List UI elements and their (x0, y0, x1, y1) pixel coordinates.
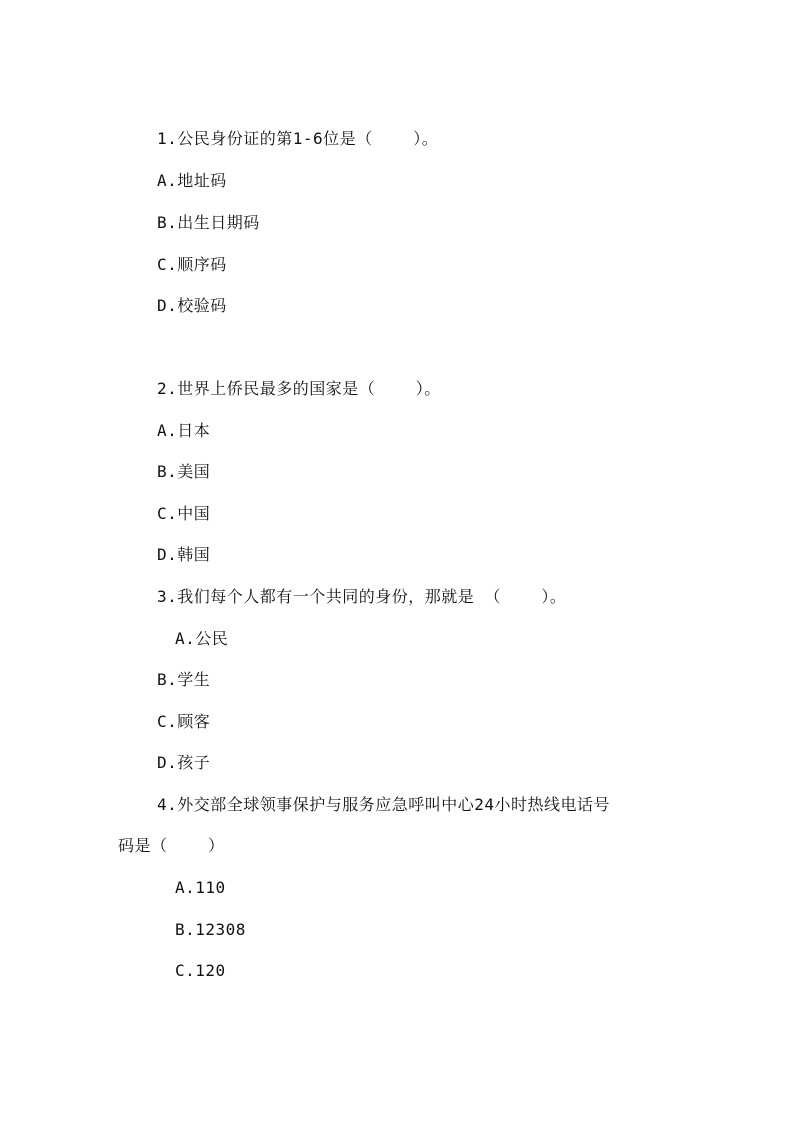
question-3-stem: 3.我们每个人都有一个共同的身份，那就是 （ ）。 (157, 587, 567, 606)
question-2-option-b: B.美国 (157, 462, 211, 481)
question-1-option-a: A.地址码 (157, 171, 227, 190)
question-2-option-a: A.日本 (157, 421, 211, 440)
question-4-option-c: C.120 (175, 961, 226, 980)
question-2-stem: 2.世界上侨民最多的国家是（ ）。 (157, 379, 441, 398)
question-3-option-b: B.学生 (157, 670, 211, 689)
question-1-option-c: C.顺序码 (157, 255, 227, 274)
question-2-option-d: D.韩国 (157, 545, 211, 564)
question-4-option-b: B.12308 (175, 920, 246, 939)
question-2-option-c: C.中国 (157, 504, 211, 523)
question-3-option-a: A.公民 (175, 629, 229, 648)
question-1-option-d: D.校验码 (157, 296, 227, 315)
question-1-stem: 1.公民身份证的第1-6位是（ ）。 (157, 129, 439, 148)
question-3-option-c: C.顾客 (157, 712, 211, 731)
question-4-stem-line-2: 码是（ ） (118, 836, 225, 855)
question-1-option-b: B.出生日期码 (157, 213, 260, 232)
question-4-stem-line-1: 4.外交部全球领事保护与服务应急呼叫中心24小时热线电话号 (157, 795, 611, 814)
question-4-option-a: A.110 (175, 878, 226, 897)
question-3-option-d: D.孩子 (157, 753, 211, 772)
